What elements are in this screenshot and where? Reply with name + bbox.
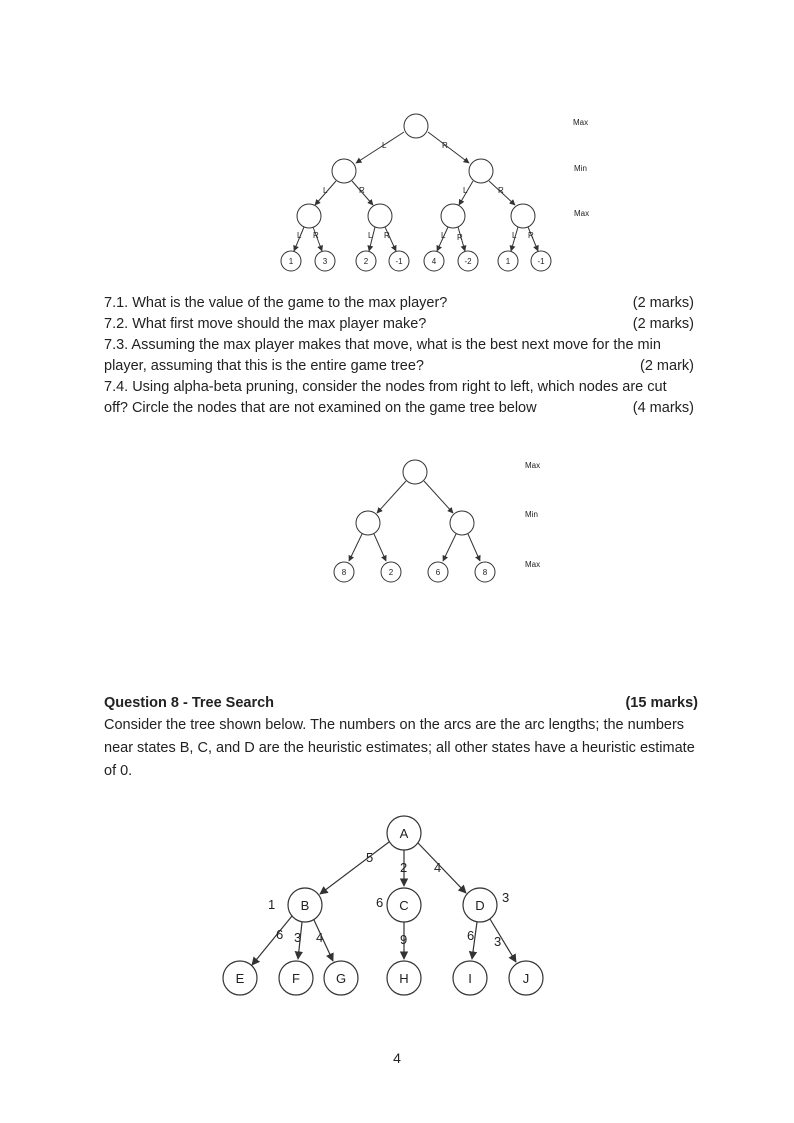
q7-line xyxy=(104,398,694,419)
edge-label: R xyxy=(313,231,319,240)
q8-heading xyxy=(104,693,698,714)
level-label: Max xyxy=(573,118,589,127)
q7-line xyxy=(104,356,694,377)
leaf-value: 3 xyxy=(322,257,328,266)
edge-label: L xyxy=(512,231,517,240)
tree1-min-node xyxy=(332,159,356,183)
question-8 xyxy=(104,693,698,783)
q7-marks: (2 mark) xyxy=(640,358,694,374)
arc-length: 6 xyxy=(276,927,284,942)
tree2-root-node xyxy=(403,460,427,484)
leaf-value: 2 xyxy=(388,568,394,577)
level-label: Max xyxy=(574,209,590,218)
leaf-value: -1 xyxy=(537,257,545,266)
q8-title: Question 8 - Tree Search xyxy=(104,695,275,711)
q7-line xyxy=(104,377,694,398)
q7-text: 7.3. Assuming the max player makes that move, what is the best next move for the min xyxy=(104,337,661,353)
level-label: Max xyxy=(525,461,541,470)
arc-length: 6 xyxy=(467,928,475,943)
leaf-value: 4 xyxy=(431,257,437,266)
arc-length: 3 xyxy=(294,930,302,945)
q7-line xyxy=(104,314,694,335)
arc-length: 4 xyxy=(434,860,442,875)
q8-line: of 0. xyxy=(104,763,133,779)
q7-line xyxy=(104,293,694,314)
node-label: I xyxy=(468,971,472,986)
tree2-min-node xyxy=(356,511,380,535)
q7-marks: (2 marks) xyxy=(632,316,694,332)
edge-label: R xyxy=(498,186,504,195)
q7-text: 7.4. Using alpha-beta pruning, consider the nodes from right to left, which nodes are cut xyxy=(104,379,667,395)
heuristic-estimate: 6 xyxy=(376,895,384,910)
tree1-root-node xyxy=(404,114,428,138)
heuristic-estimate: 3 xyxy=(502,890,510,905)
tree1-max-node xyxy=(368,204,392,228)
q7-marks: (2 marks) xyxy=(632,295,694,311)
tree2-min-node xyxy=(450,511,474,535)
level-label: Min xyxy=(574,164,587,173)
question-7 xyxy=(104,293,694,419)
level-label: Min xyxy=(525,510,538,519)
tree1-max-node xyxy=(297,204,321,228)
tree1-max-node xyxy=(511,204,535,228)
node-label: E xyxy=(235,971,245,986)
node-label: G xyxy=(335,971,347,986)
tree1-min-node xyxy=(469,159,493,183)
edge-label: R xyxy=(359,186,365,195)
q7-text: 7.2. What first move should the max player make? xyxy=(104,316,427,332)
edge-label: L xyxy=(382,141,387,150)
search-tree xyxy=(0,810,794,1010)
arc-length: 3 xyxy=(494,934,502,949)
game-tree-2 xyxy=(0,450,794,590)
q7-line xyxy=(104,335,694,356)
leaf-value: 1 xyxy=(505,257,511,266)
q7-text: off? Circle the nodes that are not examined on the game tree below xyxy=(104,400,537,416)
q8-line: near states B, C, and D are the heuristic estimates; all other states have a heuristic estimate xyxy=(104,740,695,756)
node-label: D xyxy=(475,898,485,913)
q7-text: player, assuming that this is the entire game tree? xyxy=(104,358,424,374)
level-label: Max xyxy=(525,560,541,569)
edge-label: L xyxy=(368,231,373,240)
arc-length: 5 xyxy=(366,850,374,865)
node-label: H xyxy=(399,971,409,986)
tree1-max-node xyxy=(441,204,465,228)
node-label: A xyxy=(399,826,409,841)
heuristic-estimate: 1 xyxy=(268,897,276,912)
edge-label: R xyxy=(528,231,534,240)
leaf-value: -1 xyxy=(395,257,403,266)
node-label: B xyxy=(300,898,310,913)
q7-marks: (4 marks) xyxy=(632,400,694,416)
edge-label: R xyxy=(442,141,448,150)
q8-marks: (15 marks) xyxy=(625,695,698,711)
game-tree-1 xyxy=(0,0,794,290)
leaf-value: 8 xyxy=(341,568,347,577)
leaf-value: 1 xyxy=(288,257,294,266)
node-label: J xyxy=(522,971,530,986)
leaf-value: -2 xyxy=(464,257,472,266)
arc-length: 2 xyxy=(400,860,408,875)
edge-label: L xyxy=(463,186,468,195)
q7-text: 7.1. What is the value of the game to the max player? xyxy=(104,295,448,311)
leaf-value: 6 xyxy=(435,568,441,577)
leaf-value: 8 xyxy=(482,568,488,577)
edge-label: L xyxy=(297,231,302,240)
q8-line: Consider the tree shown below. The numbers on the arcs are the arc lengths; the numbers xyxy=(104,717,685,733)
edge-label: L xyxy=(441,231,446,240)
edge-label: L xyxy=(323,186,328,195)
node-label: C xyxy=(399,898,409,913)
edge-label: R xyxy=(384,231,390,240)
edge-label: R xyxy=(457,233,463,242)
leaf-value: 2 xyxy=(363,257,369,266)
page-number: 4 xyxy=(393,1050,401,1066)
arc-length: 4 xyxy=(316,930,324,945)
node-label: F xyxy=(292,971,300,986)
arc-length: 9 xyxy=(400,932,408,947)
